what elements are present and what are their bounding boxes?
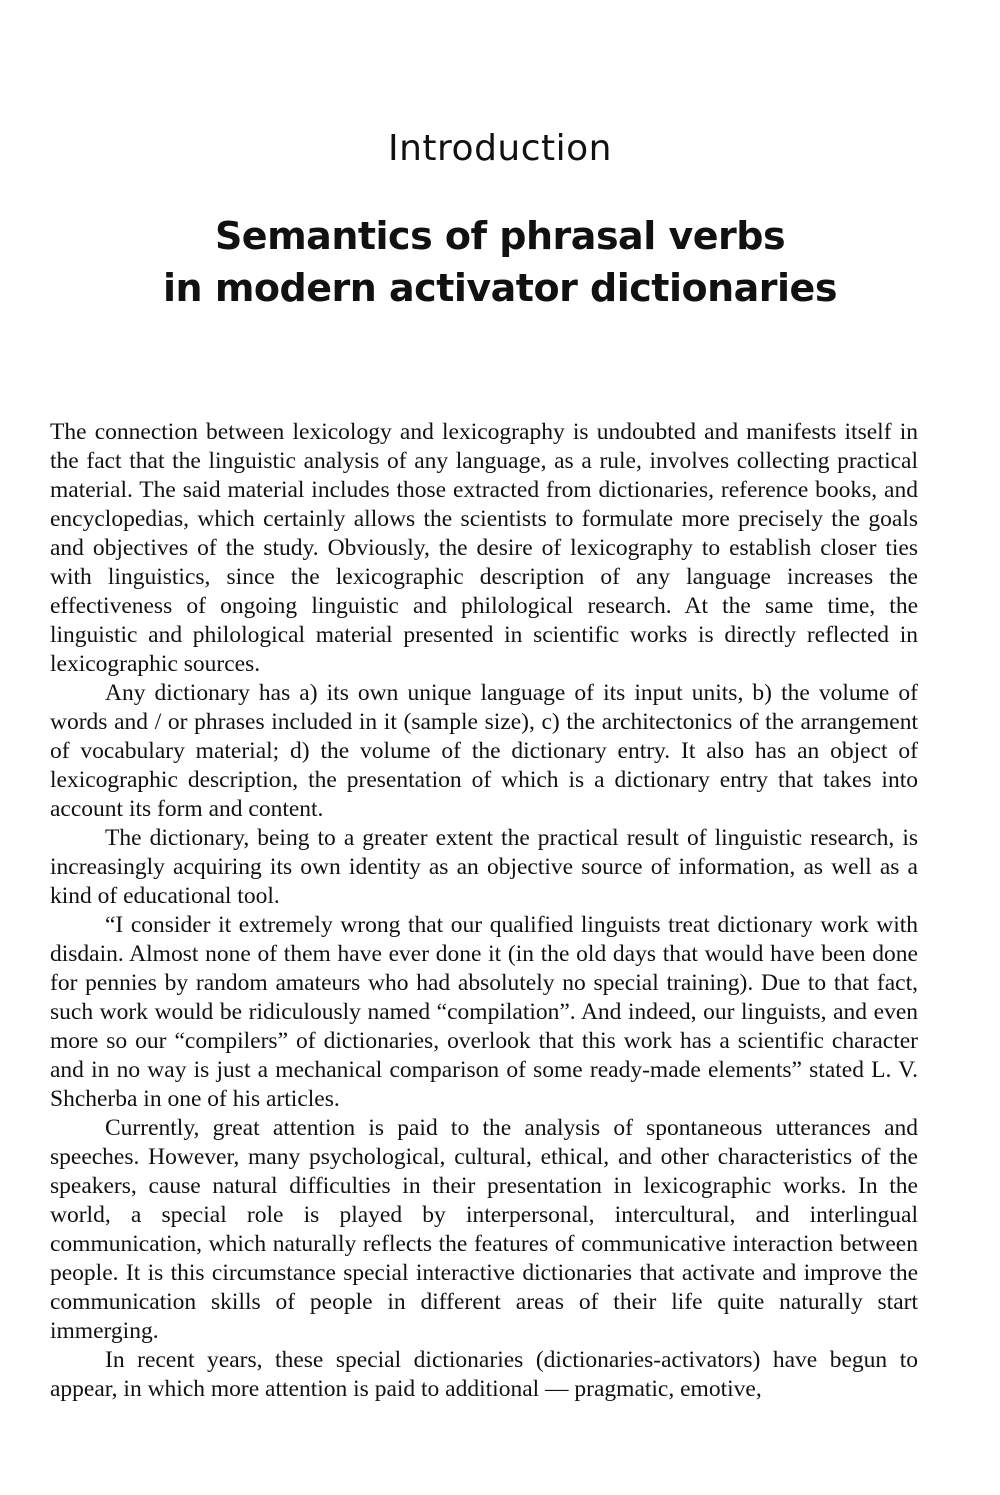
section-label: Introduction <box>387 128 612 169</box>
body-text <box>50 418 918 1404</box>
paragraph: Currently, great attention is paid to the analysis of spontaneous utterances and speeches. However, many psychological, cultural, ethical, and other characteristics of the speakers, cause natural difficulties in their presentation in lexicographic works. In the world, a special role is played by interpersonal, intercultural, and interlingual communication, which naturally reflects the features of communicative interaction between people. It is this circumstance special interactive dictionaries that activate and improve the communication skills of people in different areas of their life quite naturally start immerging. <box>50 1115 918 1344</box>
paragraph: The connection between lexicology and lexicography is undoubted and manifests itself in the fact that the linguistic analysis of any language, as a rule, involves collecting practical material. The said material includes those extracted from dictionaries, reference books, and encyclopedias, which certainly allows the scientists to formulate more precisely the goals and objectives of the study. Obviously, the desire of lexicography to establish closer ties with linguistics, since the lexicographic description of any language increases the effectiveness of ongoing linguistic and philological research. At the same time, the linguistic and philological material presented in scientific works is directly reflected in lexicographic sources. <box>50 419 918 677</box>
paragraph: “I consider it extremely wrong that our qualified linguists treat dictionary work with disdain. Almost none of them have ever done it (in the old days that would have been done for pennies by random amateurs who had absolutely no special training). Due to that fact, such work would be ridiculously named “compilation”. And indeed, our linguists, and even more so our “compilers” of dictionaries, overlook that this work has a scientific character and in no way is just a mechanical comparison of some ready-made elements” stated L. V. Shcherba in one of his articles. <box>50 912 918 1112</box>
paragraph: Any dictionary has a) its own unique language of its input units, b) the volume of words and / or phrases included in it (sample size), c) the architectonics of the arrangement of vocabulary material; d) the volume of the dictionary entry. It also has an object of lexicographic description, the presentation of which is a dictionary entry that takes into account its form and content. <box>50 680 918 822</box>
paragraph: In recent years, these special dictionaries (dictionaries-activators) have begun to appear, in which more attention is paid to additional — pragmatic, emotive, <box>50 1347 918 1402</box>
chapter-title <box>0 210 1000 314</box>
chapter-title-line: Semantics of phrasal verbs <box>214 214 786 258</box>
paragraph: The dictionary, being to a greater extent the practical result of linguistic research, is increasingly acquiring its own identity as an objective source of information, as well as a kind of educational tool. <box>50 825 918 909</box>
chapter-title-line: in modern activator dictionaries <box>163 266 837 310</box>
